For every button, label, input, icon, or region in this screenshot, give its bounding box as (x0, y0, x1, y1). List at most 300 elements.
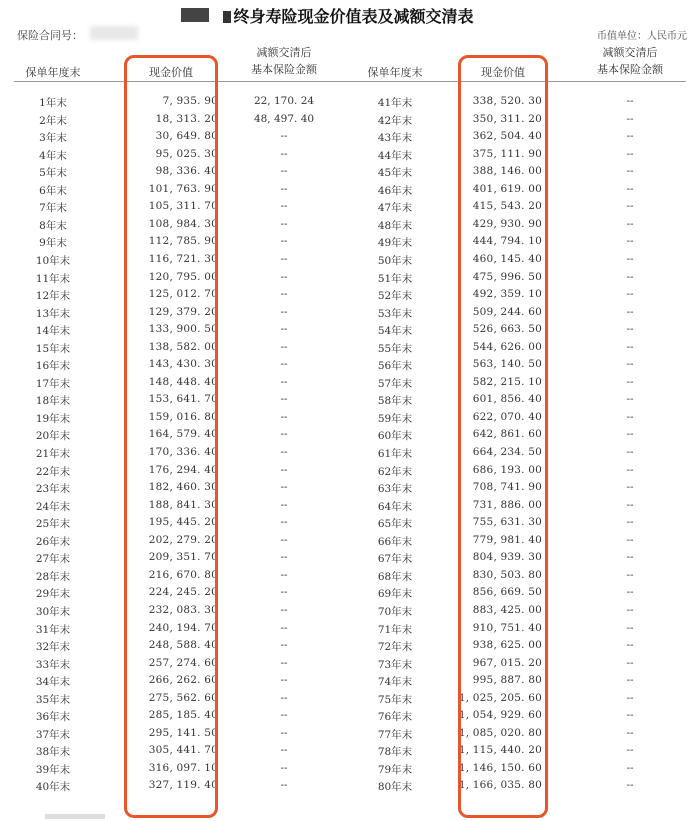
table-row (0, 657, 697, 674)
reduced-amount-cell-2: -- (626, 726, 634, 739)
year-cell-2: 66年末 (377, 535, 413, 548)
cash-value-cell: 266, 262. 60 (148, 674, 218, 687)
reduced-amount-cell: -- (280, 182, 288, 195)
year-cell-2: 44年末 (377, 149, 413, 162)
reduced-amount-cell: -- (280, 165, 288, 178)
year-cell-2: 63年末 (377, 483, 413, 496)
year-cell: 27年末 (35, 553, 71, 566)
year-cell-2: 55年末 (377, 342, 413, 355)
reduced-amount-cell: -- (280, 726, 288, 739)
cash-value-cell-2: 779, 981. 40 (472, 533, 542, 546)
year-cell-2: 67年末 (377, 553, 413, 566)
cash-value-cell-2: 1, 085, 020. 80 (458, 726, 542, 739)
table-row (0, 674, 697, 691)
reduced-amount-cell: -- (280, 639, 288, 652)
year-cell: 11年末 (35, 272, 71, 285)
cash-value-cell-2: 1, 146, 150. 60 (458, 761, 542, 774)
reduced-amount-cell: -- (280, 410, 288, 423)
table-row (0, 183, 697, 200)
cash-value-cell-2: 1, 025, 205. 60 (458, 691, 542, 704)
table-row (0, 481, 697, 498)
cash-value-cell-2: 804, 939. 30 (472, 551, 542, 564)
header-reduced2-line1: 减额交清后 (602, 46, 658, 59)
year-cell-2: 59年末 (377, 412, 413, 425)
reduced-amount-cell: -- (280, 586, 288, 599)
year-cell-2: 78年末 (377, 746, 413, 759)
cash-value-cell-2: 938, 625. 00 (472, 639, 542, 652)
cash-value-cell-2: 401, 619. 00 (472, 182, 542, 195)
reduced-amount-cell-2: -- (626, 235, 634, 248)
year-cell: 2年末 (39, 114, 67, 127)
year-cell: 5年末 (39, 167, 67, 180)
reduced-amount-cell-2: -- (626, 744, 634, 757)
year-cell-2: 61年末 (377, 448, 413, 460)
cash-value-cell: 248, 588. 40 (148, 639, 218, 652)
header-reduced2-line2: 基本保险金额 (597, 63, 663, 76)
table-row (0, 358, 697, 375)
year-cell: 21年末 (35, 448, 71, 460)
year-cell: 22年末 (35, 465, 71, 478)
reduced-amount-cell: -- (280, 481, 288, 494)
cash-value-cell: 125, 012. 70 (148, 288, 218, 301)
year-cell: 23年末 (35, 483, 71, 496)
reduced-amount-cell-2: -- (626, 709, 634, 722)
cash-value-cell-2: 995, 887. 80 (472, 674, 542, 687)
reduced-amount-cell: -- (280, 516, 288, 529)
cash-value-cell-2: 338, 520. 30 (472, 95, 542, 107)
currency-unit-label: 币值单位：人民币元 (597, 31, 687, 42)
table-row (0, 516, 697, 533)
reduced-amount-cell: -- (280, 498, 288, 511)
header-cash-value-2: 现金价值 (481, 66, 525, 79)
reduced-amount-cell-2: -- (626, 130, 634, 143)
reduced-amount-cell-2: -- (626, 147, 634, 160)
reduced-amount-cell: -- (280, 568, 288, 581)
cash-value-cell: 327, 119. 40 (148, 779, 218, 792)
header-reduced-amount-2 (570, 44, 690, 78)
cash-value-cell: 188, 841. 30 (148, 498, 218, 511)
cash-value-cell: 7, 935. 90 (162, 95, 218, 107)
cash-value-cell: 224, 245. 20 (148, 586, 218, 599)
reduced-amount-cell-2: -- (626, 112, 634, 125)
year-cell: 36年末 (35, 711, 71, 724)
table-row (0, 727, 697, 744)
year-cell: 7年末 (39, 202, 67, 215)
reduced-amount-cell: -- (280, 217, 288, 230)
table-row (0, 323, 697, 340)
table-row (0, 569, 697, 586)
table-row (0, 551, 697, 568)
year-cell-2: 76年末 (377, 711, 413, 724)
reduced-amount-cell: -- (280, 252, 288, 265)
table-row (0, 446, 697, 463)
year-cell-2: 52年末 (377, 290, 413, 303)
year-cell: 4年末 (39, 149, 67, 162)
cash-value-cell: 159, 016. 80 (148, 410, 218, 423)
cash-value-cell-2: 708, 741. 90 (472, 481, 542, 494)
table-row (0, 288, 697, 305)
year-cell: 38年末 (35, 746, 71, 759)
cash-value-cell-2: 830, 503. 80 (472, 568, 542, 581)
year-cell: 17年末 (35, 377, 71, 390)
cash-value-cell-2: 1, 115, 440. 20 (458, 744, 542, 757)
cash-value-cell: 108, 984. 30 (148, 217, 218, 230)
contract-number-redacted (90, 26, 138, 40)
year-cell-2: 54年末 (377, 325, 413, 338)
reduced-amount-cell-2: -- (626, 656, 634, 669)
header-divider (14, 81, 686, 82)
table-row (0, 271, 697, 288)
reduced-amount-cell: -- (280, 463, 288, 476)
table-row (0, 200, 697, 217)
table-row (0, 306, 697, 323)
reduced-amount-cell: -- (280, 147, 288, 160)
cash-value-cell: 240, 194. 70 (148, 621, 218, 634)
cash-value-cell-2: 350, 311. 20 (472, 112, 542, 125)
reduced-amount-cell-2: -- (626, 621, 634, 634)
cash-value-cell-2: 415, 543. 20 (472, 200, 542, 213)
table-row (0, 165, 697, 182)
year-cell: 19年末 (35, 412, 71, 425)
year-cell-2: 80年末 (377, 781, 413, 794)
reduced-amount-cell-2: -- (626, 358, 634, 371)
year-cell: 29年末 (35, 588, 71, 601)
table-row (0, 411, 697, 428)
cash-value-cell-2: 509, 244. 60 (472, 305, 542, 318)
year-cell-2: 43年末 (377, 132, 413, 145)
year-cell-2: 49年末 (377, 237, 413, 250)
table-row (0, 218, 697, 235)
cash-value-cell: 120, 795. 00 (148, 270, 218, 283)
cash-value-cell: 95, 025. 30 (155, 147, 218, 160)
cash-value-cell-2: 526, 663. 50 (472, 323, 542, 336)
reduced-amount-cell-2: -- (626, 498, 634, 511)
year-cell: 20年末 (35, 430, 71, 443)
header-reduced-line2: 基本保险金额 (251, 63, 317, 76)
reduced-amount-cell-2: -- (626, 691, 634, 704)
table-row (0, 779, 697, 796)
reduced-amount-cell: -- (280, 551, 288, 564)
reduced-amount-cell: -- (280, 130, 288, 143)
cash-value-cell: 148, 448. 40 (148, 375, 218, 388)
year-cell-2: 48年末 (377, 219, 413, 232)
reduced-amount-cell-2: -- (626, 603, 634, 616)
cash-value-cell: 105, 311. 70 (148, 200, 218, 213)
reduced-amount-cell: -- (280, 235, 288, 248)
year-cell: 33年末 (35, 658, 71, 671)
table-row (0, 428, 697, 445)
page-title (0, 4, 697, 27)
year-cell: 14年末 (35, 325, 71, 338)
year-cell-2: 69年末 (377, 588, 413, 601)
title-text: 终身寿险现金价值表及减额交清表 (233, 7, 474, 26)
cash-value-cell: 116, 721. 30 (148, 252, 218, 265)
year-cell: 10年末 (35, 254, 71, 267)
cash-value-cell-2: 601, 856. 40 (472, 393, 542, 406)
header-year-2: 保单年度末 (367, 66, 423, 79)
year-cell-2: 57年末 (377, 377, 413, 390)
highlight-box-cash-value-2 (458, 55, 548, 818)
cash-value-cell: 129, 379. 20 (148, 305, 218, 318)
table-row (0, 744, 697, 761)
reduced-amount-cell: -- (280, 761, 288, 774)
table-row (0, 376, 697, 393)
reduced-amount-cell-2: -- (626, 779, 634, 792)
cash-value-cell-2: 1, 166, 035. 80 (458, 779, 542, 792)
reduced-amount-cell-2: -- (626, 217, 634, 230)
year-cell: 8年末 (39, 219, 67, 232)
table-row (0, 762, 697, 779)
reduced-amount-cell: -- (280, 691, 288, 704)
cash-value-cell: 101, 763. 90 (148, 182, 218, 195)
reduced-amount-cell-2: -- (626, 463, 634, 476)
year-cell: 31年末 (35, 623, 71, 636)
year-cell-2: 72年末 (377, 641, 413, 654)
year-cell: 34年末 (35, 676, 71, 689)
year-cell: 28年末 (35, 570, 71, 583)
reduced-amount-cell-2: -- (626, 446, 634, 458)
cash-value-cell: 138, 582. 00 (148, 340, 218, 353)
cash-value-cell: 316, 097. 10 (148, 761, 218, 774)
table-row (0, 393, 697, 410)
header-cash-value: 现金价值 (149, 66, 193, 79)
reduced-amount-cell: 22, 170. 24 (253, 95, 315, 107)
year-cell: 16年末 (35, 360, 71, 373)
cash-value-cell: 295, 141. 50 (148, 726, 218, 739)
table-row (0, 709, 697, 726)
cash-value-cell-2: 622, 070. 40 (472, 410, 542, 423)
reduced-amount-cell-2: -- (626, 323, 634, 336)
year-cell-2: 65年末 (377, 518, 413, 531)
cash-value-cell: 216, 670. 80 (148, 568, 218, 581)
year-cell: 18年末 (35, 395, 71, 408)
reduced-amount-cell: -- (280, 446, 288, 458)
year-cell-2: 47年末 (377, 202, 413, 215)
table-row (0, 692, 697, 709)
year-cell: 26年末 (35, 535, 71, 548)
year-cell-2: 64年末 (377, 500, 413, 513)
reduced-amount-cell-2: -- (626, 182, 634, 195)
reduced-amount-cell: -- (280, 358, 288, 371)
cash-value-cell-2: 755, 631. 30 (472, 516, 542, 529)
reduced-amount-cell-2: -- (626, 481, 634, 494)
reduced-amount-cell: 48, 497. 40 (253, 112, 315, 125)
year-cell-2: 51年末 (377, 272, 413, 285)
table-row (0, 464, 697, 481)
reduced-amount-cell: -- (280, 744, 288, 757)
header-reduced-amount (223, 44, 345, 78)
cash-value-cell-2: 664, 234. 50 (472, 446, 542, 458)
reduced-amount-cell: -- (280, 375, 288, 388)
year-cell: 6年末 (39, 184, 67, 197)
cash-value-cell-2: 544, 626. 00 (472, 340, 542, 353)
year-cell-2: 71年末 (377, 623, 413, 636)
reduced-amount-cell-2: -- (626, 288, 634, 301)
reduced-amount-cell-2: -- (626, 428, 634, 441)
cash-value-cell: 170, 336. 40 (148, 446, 218, 458)
table-row (0, 586, 697, 603)
year-cell-2: 53年末 (377, 307, 413, 320)
reduced-amount-cell-2: -- (626, 340, 634, 353)
year-cell: 15年末 (35, 342, 71, 355)
reduced-amount-cell-2: -- (626, 375, 634, 388)
highlight-box-cash-value (124, 55, 218, 818)
cash-value-cell: 257, 274. 60 (148, 656, 218, 669)
year-cell-2: 74年末 (377, 676, 413, 689)
year-cell: 1年末 (39, 97, 67, 109)
year-cell: 37年末 (35, 728, 71, 741)
reduced-amount-cell: -- (280, 533, 288, 546)
year-cell: 32年末 (35, 641, 71, 654)
cash-value-cell-2: 856, 669. 50 (472, 586, 542, 599)
reduced-amount-cell: -- (280, 674, 288, 687)
reduced-amount-cell-2: -- (626, 393, 634, 406)
reduced-amount-cell: -- (280, 779, 288, 792)
year-cell: 13年末 (35, 307, 71, 320)
year-cell-2: 68年末 (377, 570, 413, 583)
cash-value-cell: 232, 083. 30 (148, 603, 218, 616)
table-row (0, 253, 697, 270)
year-cell-2: 77年末 (377, 728, 413, 741)
reduced-amount-cell: -- (280, 288, 288, 301)
table-row (0, 235, 697, 252)
table-row (0, 148, 697, 165)
cash-value-cell: 143, 430. 30 (148, 358, 218, 371)
cash-value-cell: 182, 460. 30 (148, 481, 218, 494)
reduced-amount-cell-2: -- (626, 200, 634, 213)
reduced-amount-cell: -- (280, 603, 288, 616)
reduced-amount-cell-2: -- (626, 165, 634, 178)
reduced-amount-cell-2: -- (626, 252, 634, 265)
cash-value-cell-2: 460, 145. 40 (472, 252, 542, 265)
cash-value-cell-2: 967, 015. 20 (472, 656, 542, 669)
reduced-amount-cell: -- (280, 200, 288, 213)
table-row (0, 639, 697, 656)
cash-value-cell: 305, 441. 70 (148, 744, 218, 757)
reduced-amount-cell-2: -- (626, 639, 634, 652)
table-row (0, 95, 697, 112)
reduced-amount-cell: -- (280, 323, 288, 336)
footer-fragment (45, 814, 105, 819)
year-cell-2: 79年末 (377, 763, 413, 776)
reduced-amount-cell-2: -- (626, 516, 634, 529)
reduced-amount-cell-2: -- (626, 586, 634, 599)
cash-value-cell-2: 388, 146. 00 (472, 165, 542, 178)
table-row (0, 499, 697, 516)
cash-value-cell-2: 362, 504. 40 (472, 130, 542, 143)
header-year: 保单年度末 (25, 66, 81, 79)
table-row (0, 130, 697, 147)
cash-value-cell-2: 910, 751. 40 (472, 621, 542, 634)
contract-number-label: 保险合同号： (17, 29, 83, 42)
table-row (0, 341, 697, 358)
cash-value-cell-2: 883, 425. 00 (472, 603, 542, 616)
year-cell: 24年末 (35, 500, 71, 513)
reduced-amount-cell: -- (280, 340, 288, 353)
year-cell-2: 70年末 (377, 605, 413, 618)
reduced-amount-cell: -- (280, 656, 288, 669)
cash-value-cell-2: 582, 215. 10 (472, 375, 542, 388)
table-row (0, 534, 697, 551)
cash-value-cell-2: 444, 794. 10 (472, 235, 542, 248)
reduced-amount-cell: -- (280, 709, 288, 722)
cash-value-cell: 112, 785. 90 (148, 235, 218, 248)
year-cell-2: 58年末 (377, 395, 413, 408)
title-mark-icon (223, 11, 231, 23)
year-cell: 30年末 (35, 605, 71, 618)
cash-value-cell: 275, 562. 60 (148, 691, 218, 704)
year-cell: 9年末 (39, 237, 67, 250)
cash-value-cell-2: 475, 996. 50 (472, 270, 542, 283)
year-cell-2: 73年末 (377, 658, 413, 671)
year-cell: 40年末 (35, 781, 71, 794)
year-cell-2: 75年末 (377, 693, 413, 706)
cash-value-cell-2: 429, 930. 90 (472, 217, 542, 230)
cash-value-cell-2: 642, 861. 60 (472, 428, 542, 441)
year-cell: 39年末 (35, 763, 71, 776)
cash-value-cell: 285, 185. 40 (148, 709, 218, 722)
year-cell-2: 50年末 (377, 254, 413, 267)
cash-value-cell-2: 1, 054, 929. 60 (458, 709, 542, 722)
reduced-amount-cell-2: -- (626, 551, 634, 564)
year-cell-2: 60年末 (377, 430, 413, 443)
reduced-amount-cell-2: -- (626, 761, 634, 774)
cash-value-cell: 209, 351. 70 (148, 551, 218, 564)
year-cell: 3年末 (39, 132, 67, 145)
cash-value-cell: 164, 579. 40 (148, 428, 218, 441)
year-cell-2: 41年末 (377, 97, 413, 109)
year-cell-2: 56年末 (377, 360, 413, 373)
reduced-amount-cell-2: -- (626, 674, 634, 687)
header-reduced-line1: 减额交清后 (256, 46, 312, 59)
reduced-amount-cell-2: -- (626, 410, 634, 423)
year-cell-2: 42年末 (377, 114, 413, 127)
cash-value-cell-2: 375, 111. 90 (472, 147, 542, 160)
table-row (0, 113, 697, 130)
cash-value-cell-2: 563, 140. 50 (472, 358, 542, 371)
cash-value-cell: 133, 900. 50 (148, 323, 218, 336)
reduced-amount-cell: -- (280, 428, 288, 441)
reduced-amount-cell-2: -- (626, 270, 634, 283)
cash-value-cell: 30, 649. 80 (155, 130, 218, 143)
reduced-amount-cell: -- (280, 621, 288, 634)
cash-value-cell-2: 686, 193. 00 (472, 463, 542, 476)
year-cell-2: 62年末 (377, 465, 413, 478)
cash-value-cell: 153, 641. 70 (148, 393, 218, 406)
reduced-amount-cell-2: -- (626, 95, 634, 107)
cash-value-cell: 18, 313. 20 (155, 112, 218, 125)
table-row (0, 604, 697, 621)
year-cell: 25年末 (35, 518, 71, 531)
year-cell: 12年末 (35, 290, 71, 303)
cash-value-cell: 176, 294. 40 (148, 463, 218, 476)
reduced-amount-cell-2: -- (626, 533, 634, 546)
cash-value-cell-2: 731, 886. 00 (472, 498, 542, 511)
reduced-amount-cell: -- (280, 270, 288, 283)
cash-value-cell: 195, 445. 20 (148, 516, 218, 529)
cash-value-cell-2: 492, 359. 10 (472, 288, 542, 301)
reduced-amount-cell: -- (280, 305, 288, 318)
reduced-amount-cell-2: -- (626, 568, 634, 581)
year-cell-2: 46年末 (377, 184, 413, 197)
table-row (0, 622, 697, 639)
year-cell: 35年末 (35, 693, 71, 706)
cash-value-cell: 98, 336. 40 (155, 165, 218, 178)
reduced-amount-cell-2: -- (626, 305, 634, 318)
reduced-amount-cell: -- (280, 393, 288, 406)
cash-value-cell: 202, 279. 20 (148, 533, 218, 546)
year-cell-2: 45年末 (377, 167, 413, 180)
